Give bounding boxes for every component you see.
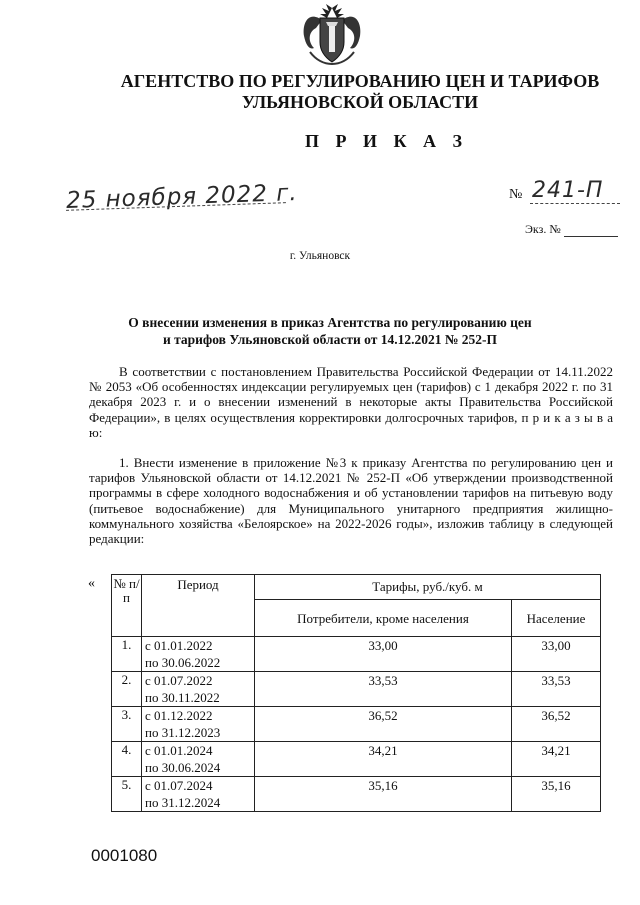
column-header-consumers: Потребители, кроме населения (255, 600, 512, 637)
period-from: с 01.07.2024 (145, 778, 213, 793)
agency-name-line2: УЛЬЯНОВСКОЙ ОБЛАСТИ (241, 92, 479, 112)
coat-of-arms-icon (296, 2, 368, 66)
copy-number-label: Экз. № (525, 222, 561, 236)
table-row (112, 637, 601, 672)
city: г. Ульяновск (289, 250, 351, 262)
row-population-tariff: 34,21 (511, 742, 600, 777)
order-subject-line2: и тарифов Ульяновской области от 14.12.2021 № 252-П (162, 332, 498, 347)
column-header-period: Период (142, 575, 255, 637)
row-number: 1. (112, 637, 142, 672)
table-row (112, 707, 601, 742)
agency-name (60, 71, 640, 113)
row-period (142, 637, 255, 672)
row-number: 2. (112, 672, 142, 707)
column-header-population: Население (511, 600, 600, 637)
period-to: по 31.12.2023 (145, 725, 221, 740)
number-underline (530, 203, 620, 204)
order-subject-line1: О внесении изменения в приказ Агентства по регулированию цен (128, 315, 532, 330)
period-from: с 01.01.2024 (145, 743, 213, 758)
row-period (142, 672, 255, 707)
row-number: 4. (112, 742, 142, 777)
row-population-tariff: 36,52 (511, 707, 600, 742)
period-to: по 30.11.2022 (145, 690, 220, 705)
paragraph-preamble: В соответствии с постановлением Правительства Российской Федерации от 14.11.2022 № 2053 «Об особенностях индексации регулируемых цен (тарифов) с 1 декабря 2022 г. по 31 декабря 2023 г. и о внесении изменений в некоторые акты Правительства Российской Федерации», в целях осуществления корректировки долгосрочных тарифов, п р и к а з ы в а ю: (89, 364, 613, 440)
period-to: по 30.06.2022 (145, 655, 221, 670)
row-population-tariff: 33,00 (511, 637, 600, 672)
period-from: с 01.12.2022 (145, 708, 213, 723)
row-population-tariff: 35,16 (511, 777, 600, 812)
table-header-row (112, 575, 601, 600)
row-period (142, 777, 255, 812)
table-row (112, 777, 601, 812)
handwritten-date: 25 ноября 2022 г. (65, 179, 299, 215)
period-from: с 01.01.2022 (145, 638, 213, 653)
opening-quote: « (88, 576, 95, 591)
column-header-tariffs: Тарифы, руб./куб. м (255, 575, 601, 600)
row-consumers-tariff: 36,52 (255, 707, 512, 742)
row-period (142, 742, 255, 777)
copy-number-line (564, 236, 618, 237)
row-consumers-tariff: 33,53 (255, 672, 512, 707)
handwritten-number: 241-П (532, 178, 604, 203)
form-serial-number: 0001080 (91, 846, 158, 865)
period-to: по 30.06.2024 (145, 760, 221, 775)
table-row (112, 672, 601, 707)
row-number: 5. (112, 777, 142, 812)
tariff-table (111, 574, 601, 812)
row-population-tariff: 33,53 (511, 672, 600, 707)
document-type: П Р И К А З (305, 131, 469, 151)
paragraph-item-1: 1. Внести изменение в приложение №3 к приказу Агентства по регулированию цен и тарифов Ульяновской области от 14.12.2021 № 252-П «Об утверждении производственной программы в сфере холодного водоснабжения и об установлении тарифов на питьевую воду (питьевое водоснабжение) для Муниципального унитарного предприятия жилищно-коммунального хозяйства «Белоярское» на 2022-2026 годы», изложив таблицу в следующей редакции: (89, 455, 613, 547)
agency-name-line1: АГЕНТСТВО ПО РЕГУЛИРОВАНИЮ ЦЕН И ТАРИФОВ (120, 71, 600, 91)
order-subject (60, 314, 600, 348)
row-consumers-tariff: 34,21 (255, 742, 512, 777)
row-period (142, 707, 255, 742)
period-to: по 31.12.2024 (145, 795, 221, 810)
table-row (112, 742, 601, 777)
row-consumers-tariff: 35,16 (255, 777, 512, 812)
row-number: 3. (112, 707, 142, 742)
number-label: № (509, 187, 523, 202)
column-header-number: № п/п (112, 575, 142, 637)
row-consumers-tariff: 33,00 (255, 637, 512, 672)
period-from: с 01.07.2022 (145, 673, 213, 688)
